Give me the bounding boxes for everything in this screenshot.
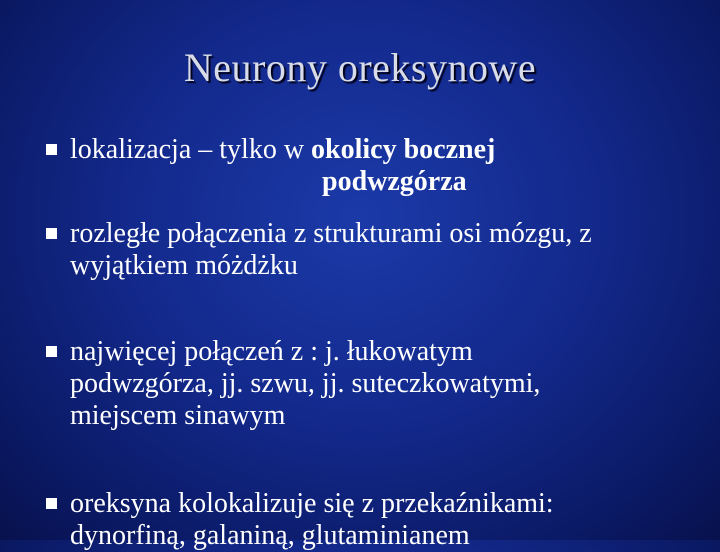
square-bullet-icon: [46, 228, 57, 239]
bullet-line: dynorfiną, galaniną, glutaminianem: [70, 520, 470, 551]
bullet-line-bold: okolicy bocznej: [311, 134, 496, 165]
bullet-text: [70, 336, 690, 432]
bullet-text: [70, 488, 690, 552]
bullet-line-plain: lokalizacja – tylko w: [70, 134, 312, 165]
bullet-line: wyjątkiem móżdżku: [70, 250, 298, 281]
bullet-line: podwzgórza, jj. szwu, jj. suteczkowatymi,: [70, 368, 541, 399]
bullet-text: [70, 134, 690, 198]
bullet-text: [70, 218, 690, 282]
square-bullet-icon: [46, 498, 57, 509]
bullet-line: [70, 134, 690, 166]
bullet-line: oreksyna kolokalizuje się z przekaźnikami:: [70, 488, 554, 519]
bullet-line-bold-continued: podwzgórza: [322, 166, 467, 197]
bullet-line: rozległe połączenia z strukturami osi mózgu, z: [70, 218, 592, 249]
bullet-line: najwięcej połączeń z : j. łukowatym: [70, 336, 473, 367]
bullet-line: miejscem sinawym: [70, 400, 286, 431]
square-bullet-icon: [46, 346, 57, 357]
slide-title: Neurony oreksynowe: [183, 45, 537, 90]
square-bullet-icon: [46, 144, 57, 155]
